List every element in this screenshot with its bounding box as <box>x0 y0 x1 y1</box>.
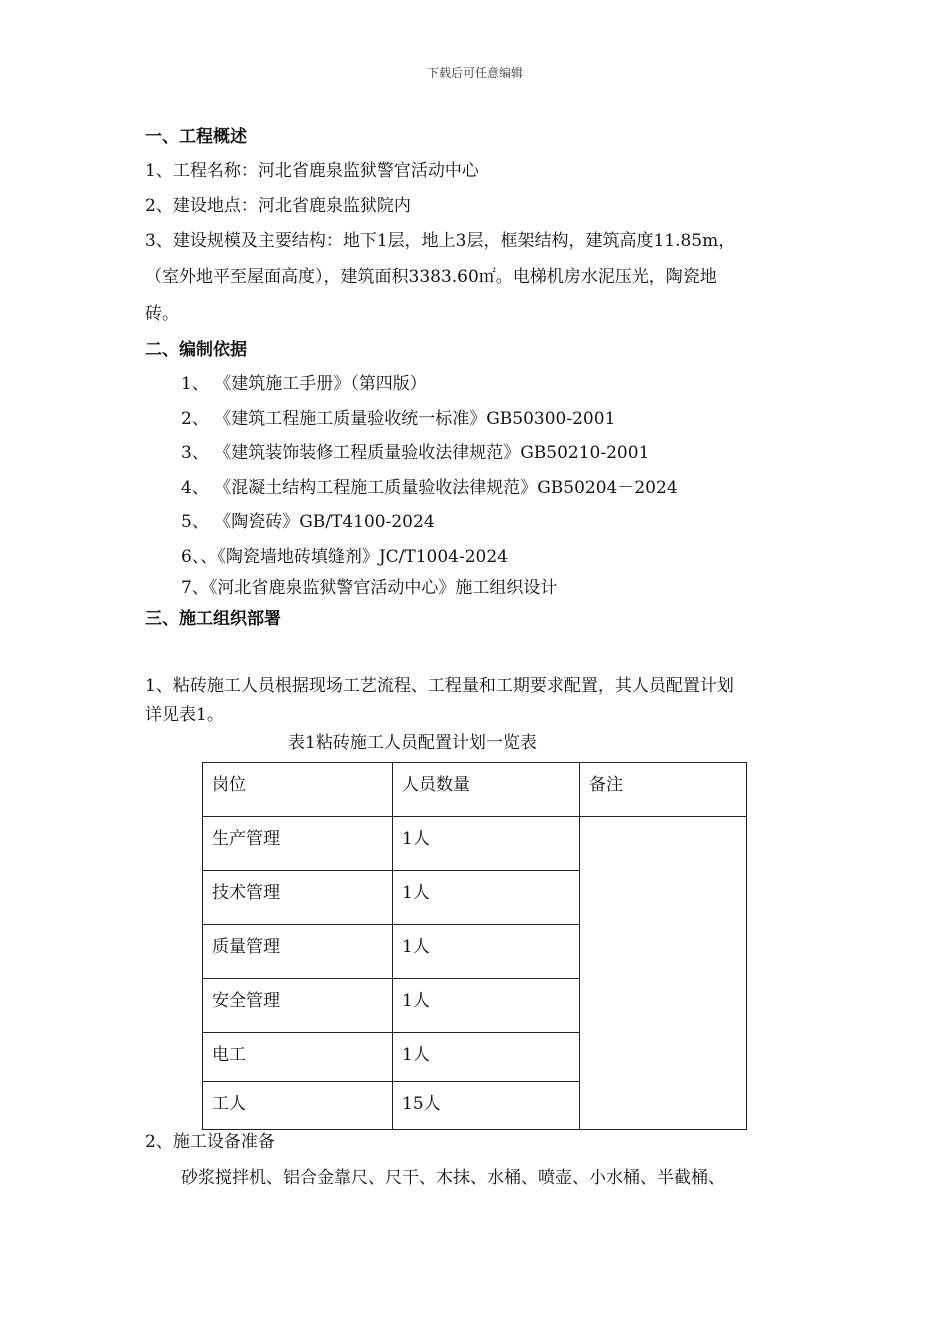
cell-count: 1人 <box>393 925 580 979</box>
section-heading-organization: 三、施工组织部署 <box>145 609 281 629</box>
equipment-heading: 2、施工设备准备 <box>145 1132 275 1152</box>
cell-position: 电工 <box>203 1033 393 1082</box>
equipment-list: 砂浆搅拌机、铝合金靠尺、尺干、木抹、水桶、喷壶、小水桶、半截桶、 <box>181 1168 725 1188</box>
section-heading-basis: 二、编制依据 <box>145 340 247 360</box>
staffing-paragraph-line2: 详见表1。 <box>145 705 224 725</box>
cell-count: 1人 <box>393 817 580 871</box>
basis-item: 1、 《建筑施工手册》（第四版） <box>181 374 427 394</box>
cell-count: 1人 <box>393 871 580 925</box>
table-row <box>203 817 747 871</box>
cell-count: 15人 <box>393 1082 580 1130</box>
staffing-paragraph-line1: 1、粘砖施工人员根据现场工艺流程、工程量和工期要求配置，其人员配置计划 <box>145 676 734 696</box>
project-location: 2、建设地点：河北省鹿泉监狱院内 <box>145 196 411 216</box>
basis-item: 3、 《建筑装饰装修工程质量验收法律规范》GB50210-2001 <box>181 443 650 463</box>
header-cell-remarks: 备注 <box>580 763 747 817</box>
cell-position: 安全管理 <box>203 979 393 1033</box>
section-heading-overview: 一、工程概述 <box>145 127 247 147</box>
project-scale-line1: 3、建设规模及主要结构：地下1层，地上3层，框架结构，建筑高度11.85m， <box>145 231 736 251</box>
cell-position: 质量管理 <box>203 925 393 979</box>
cell-position: 生产管理 <box>203 817 393 871</box>
cell-position: 技术管理 <box>203 871 393 925</box>
page-header: 下载后可任意编辑 <box>426 66 523 80</box>
project-scale-line2: （室外地平至屋面高度），建筑面积3383.60㎡。电梯机房水泥压光，陶瓷地 <box>145 267 717 287</box>
table-caption: 表1粘砖施工人员配置计划一览表 <box>288 733 537 753</box>
basis-item: 2、 《建筑工程施工质量验收统一标准》GB50300-2001 <box>181 409 616 429</box>
basis-item: 5、 《陶瓷砖》GB/T4100-2024 <box>181 512 435 532</box>
cell-remarks-merged <box>580 817 747 1130</box>
cell-count: 1人 <box>393 979 580 1033</box>
table-header-row <box>203 763 747 817</box>
cell-position: 工人 <box>203 1082 393 1130</box>
basis-item: 4、 《混凝土结构工程施工质量验收法律规范》GB50204－2024 <box>181 478 678 498</box>
basis-item: 6、、《陶瓷墙地砖填缝剂》JC/T1004-2024 <box>181 547 508 567</box>
staffing-table <box>202 762 747 1130</box>
basis-item: 7、《河北省鹿泉监狱警官活动中心》施工组织设计 <box>181 578 558 598</box>
header-cell-count: 人员数量 <box>393 763 580 817</box>
header-cell-position: 岗位 <box>203 763 393 817</box>
cell-count: 1人 <box>393 1033 580 1082</box>
project-name: 1、工程名称：河北省鹿泉监狱警官活动中心 <box>145 161 479 181</box>
project-scale-line3: 砖。 <box>145 304 179 324</box>
